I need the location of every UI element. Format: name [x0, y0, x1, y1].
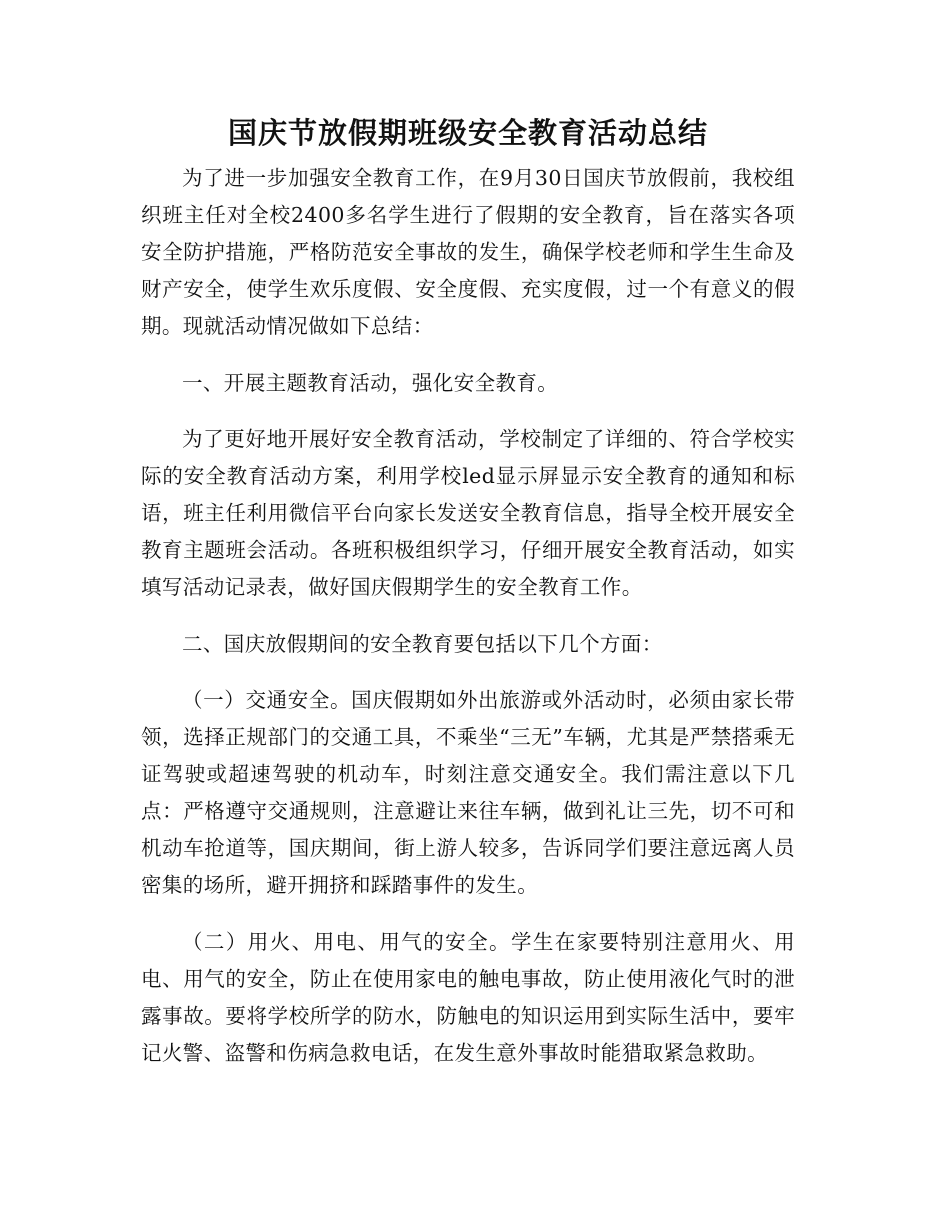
intro-paragraph: 为了进一步加强安全教育工作，在9月30日国庆节放假前，我校组织班主任对全校2400多名学生进行了假期的安全教育，旨在落实各项安全防护措施，严格防范安全事故的发生，确保学校老师和学生生命及财产安全，使学生欢乐度假、安全度假、充实度假，过一个有意义的假期。现就活动情况做如下总结：: [141, 166, 795, 338]
section-1-paragraph: 为了更好地开展好安全教育活动，学校制定了详细的、符合学校实际的安全教育活动方案，利用学校led显示屏显示安全教育的通知和标语，班主任利用微信平台向家长发送安全教育信息，指导全校开展安全教育主题班会活动。各班积极组织学习，仔细开展安全教育活动，如实填写活动记录表，做好国庆假期学生的安全教育工作。: [141, 427, 795, 599]
section-heading-1: 一、开展主题教育活动，强化安全教育。: [182, 371, 559, 395]
section-heading-2: 二、国庆放假期间的安全教育要包括以下几个方面：: [182, 632, 663, 656]
fire-electric-gas-safety-paragraph: （二）用火、用电、用气的安全。学生在家要特别注意用火、用电、用气的安全，防止在使用家电的触电事故，防止使用液化气时的泄露事故。要将学校所学的防水，防触电的知识运用到实际生活中，要牢记火警、盗警和伤病急救电话，在发生意外事故时能猎取紧急救助。: [141, 930, 795, 1065]
traffic-safety-paragraph: （一）交通安全。国庆假期如外出旅游或外活动时，必须由家长带领，选择正规部门的交通工具，不乘坐“三无”车辆，尤其是严禁搭乘无证驾驶或超速驾驶的机动车，时刻注意交通安全。我们需注意以下几点：严格遵守交通规则，注意避让来往车辆，做到礼让三先，切不可和机动车抢道等，国庆期间，街上游人较多，告诉同学们要注意远离人员密集的场所，避开拥挤和踩踏事件的发生。: [141, 688, 795, 897]
document-title: 国庆节放假期班级安全教育活动总结: [227, 116, 708, 150]
